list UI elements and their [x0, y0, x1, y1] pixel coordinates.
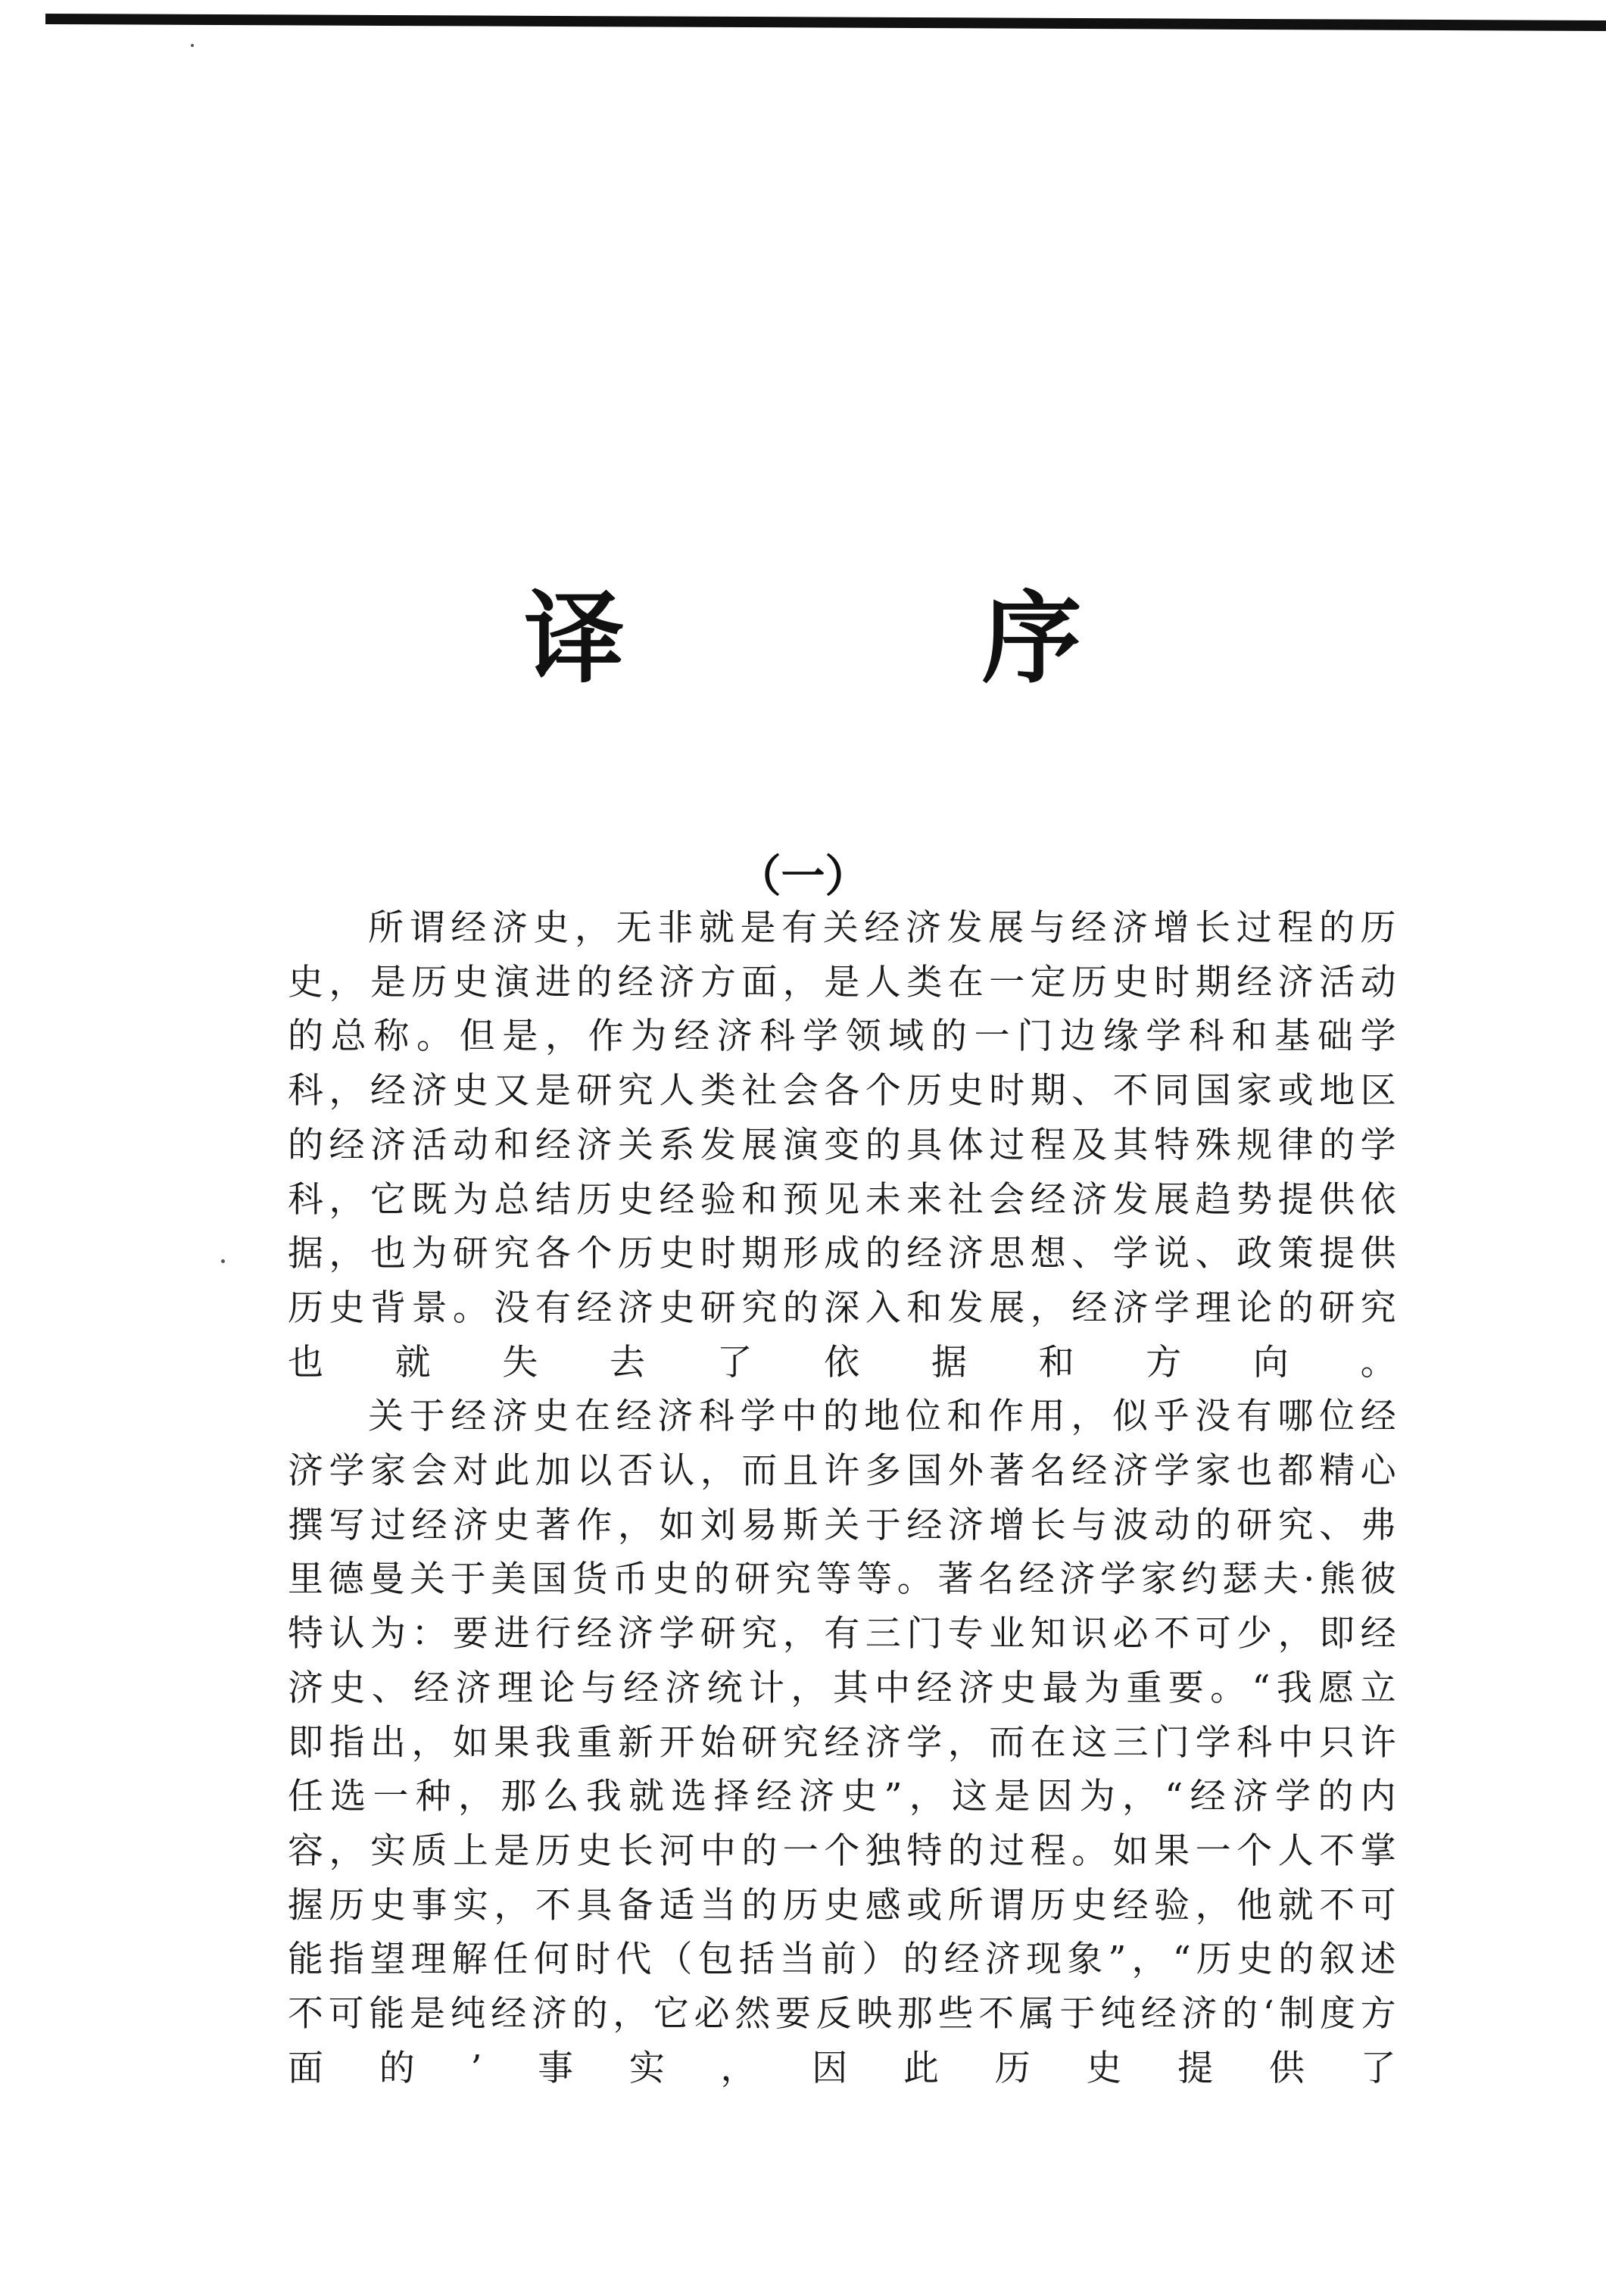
paragraph-1: 所谓经济史，无非就是有关经济发展与经济增长过程的历史，是历史演进的经济方面，是人类在一定历史时期经济活动的总称。但是，作为经济科学领域的一门边缘学科和基础学科，经济史又是研究人类社会各个历史时期、不同国家或地区的经济活动和经济关系发展演变的具体过程及其特殊规律的学科，它既为总结历史经验和预见未来社会经济发展趋势提供依据，也为研究各个历史时期形成的经济思想、学说、政策提供历史背景。没有经济史研究的深入和发展，经济学理论的研究也就失去了依据和方向。 — [288, 907, 1401, 1384]
body-text — [288, 901, 1401, 2095]
top-rule — [45, 14, 1606, 31]
section-heading: （一） — [737, 850, 869, 903]
paragraph-2: 关于经济史在经济科学中的地位和作用，似乎没有哪位经济学家会对此加以否认，而且许多国外著名经济学家也都精心撰写过经济史著作，如刘易斯关于经济增长与波动的研究、弗里德曼关于美国货币史的研究等等。著名经济学家约瑟夫·熊彼特认为：要进行经济学研究，有三门专业知识必不可少，即经济史、经济理论与经济统计，其中经济史最为重要。“我愿立即指出，如果我重新开始研究经济学，而在这三门学科中只许任选一种，那么我就选择经济史”，这是因为，“经济学的内容，实质上是历史长河中的一个独特的过程。如果一个人不掌握历史事实，不具备适当的历史感或所谓历史经验，他就不可能指望理解任何时代（包括当前）的经济现象”，“历史的叙述不可能是纯经济的，它必然要反映那些不属于纯经济的‘制度方面的’事实，因此历史提供了 — [288, 1396, 1401, 2089]
scan-speck — [221, 1259, 225, 1263]
page-title: 译 序 — [524, 580, 1211, 698]
scan-speck — [191, 44, 194, 47]
